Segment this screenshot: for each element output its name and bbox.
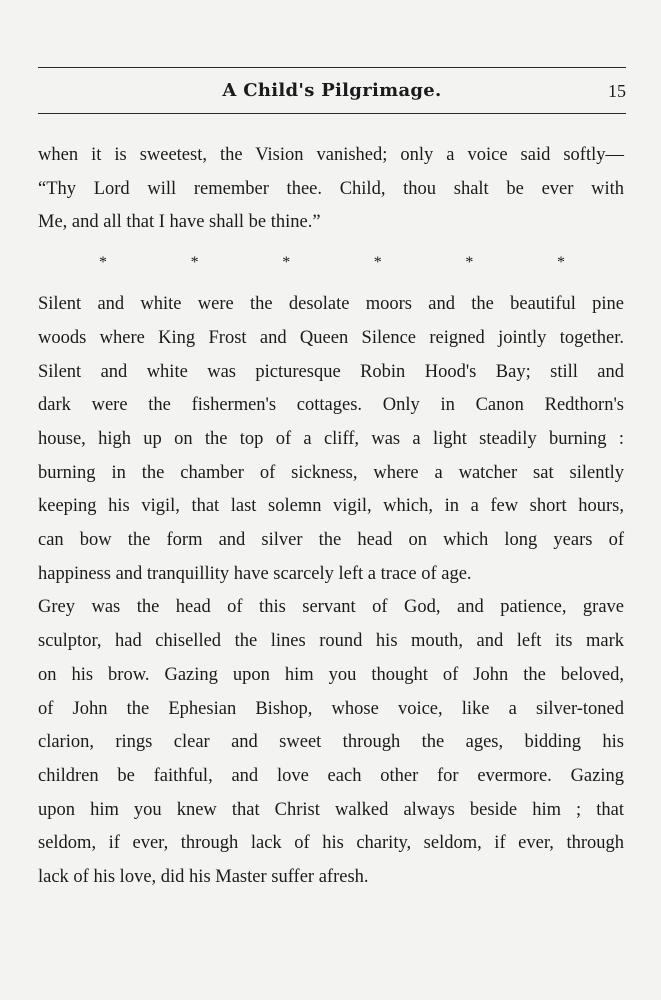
- text-line: of John the Ephesian Bishop, whose voice, like a silver-toned: [38, 698, 624, 719]
- top-rule: [38, 67, 626, 68]
- text-line: happiness and tranquillity have scarcely left a trace of age.: [38, 563, 472, 584]
- text-line: house, high up on the top of a cliff, was a light steadily burning :: [38, 428, 624, 449]
- text-line: can bow the form and silver the head on which long years of: [38, 530, 624, 551]
- section-break: [38, 246, 624, 280]
- paragraph-silent-moors: [38, 288, 624, 591]
- text-line: on his brow. Gazing upon him you thought of John the beloved,: [38, 664, 624, 685]
- text-line: woods where King Frost and Queen Silence reigned jointly together.: [38, 327, 624, 348]
- running-title: A Child's Pilgrimage.: [222, 80, 442, 101]
- asterisk: *: [465, 254, 474, 272]
- text-line: sculptor, had chiselled the lines round his mouth, and left its mark: [38, 631, 624, 652]
- text-line: upon him you knew that Christ walked always beside him ; that: [38, 799, 624, 820]
- text-line: when it is sweetest, the Vision vanished; only a voice said softly—: [38, 145, 624, 165]
- asterisk: *: [190, 254, 199, 272]
- paragraph-closing-vision: [38, 139, 624, 240]
- text-line: seldom, if ever, through lack of his charity, seldom, if ever, through: [38, 833, 624, 854]
- body-text: [38, 139, 624, 895]
- paragraph-grey-head: [38, 591, 624, 894]
- asterisk: *: [373, 254, 382, 272]
- text-line: Silent and white was picturesque Robin Hood's Bay; still and: [38, 361, 624, 382]
- text-line: Silent and white were the desolate moors and the beautiful pine: [38, 294, 624, 315]
- text-line: clarion, rings clear and sweet through the ages, bidding his: [38, 732, 624, 753]
- text-line: Me, and all that I have shall be thine.”: [38, 212, 321, 233]
- text-line: Grey was the head of this servant of God, and patience, grave: [38, 597, 624, 618]
- header-bottom-rule: [38, 113, 626, 114]
- text-line: lack of his love, did his Master suffer afresh.: [38, 867, 369, 888]
- text-line: dark were the fishermen's cottages. Only in Canon Redthorn's: [38, 395, 624, 416]
- text-line: “Thy Lord will remember thee. Child, thou shalt be ever with: [38, 178, 624, 199]
- text-line: keeping his vigil, that last solemn vigil, which, in a few short hours,: [38, 496, 624, 517]
- page-number: 15: [608, 81, 626, 101]
- text-line: children be faithful, and love each other for evermore. Gazing: [38, 765, 624, 786]
- text-line: burning in the chamber of sickness, where a watcher sat silently: [38, 462, 624, 483]
- asterisk: *: [556, 254, 565, 272]
- asterisk: *: [282, 254, 291, 272]
- running-header: [38, 78, 626, 104]
- asterisk: *: [99, 254, 107, 272]
